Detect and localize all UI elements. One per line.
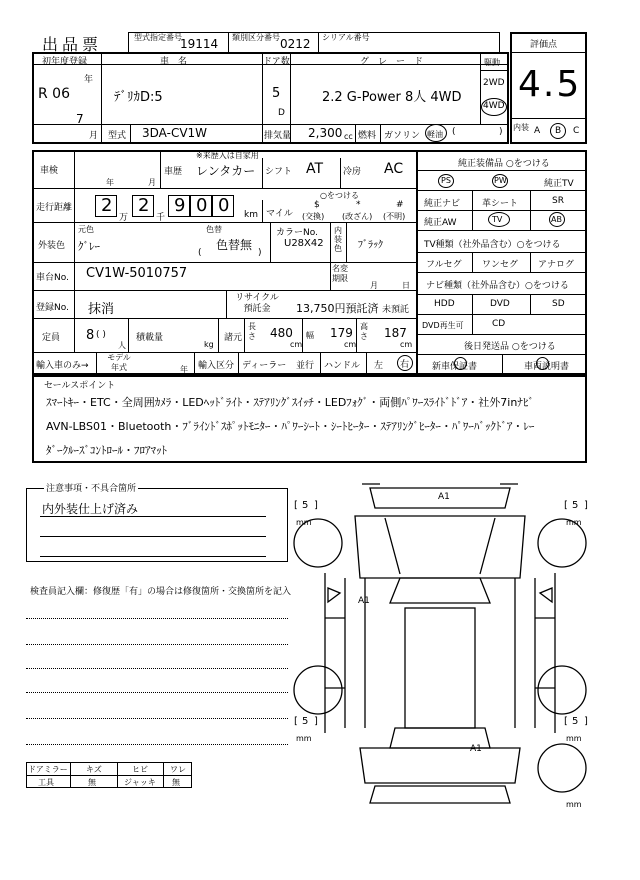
car-diagram <box>290 478 590 808</box>
sales-line-3: ﾀﾞｰｸﾙｰｽﾞｺﾝﾄﾛｰﾙ・ﾌﾛｱﾏｯﾄ <box>46 444 167 457</box>
inspector-label: 検査員記入欄：修復歴「有」の場合は修復箇所・交換箇所を記入 <box>30 587 292 597</box>
tire-depth-rr: 5 <box>572 716 579 727</box>
notes-line-1: 内外装仕上げ済み <box>42 502 139 516</box>
sales-line-1: ｽﾏｰﾄｷｰ・ETC・全周囲ｶﾒﾗ・LEDﾍｯﾄﾞﾗｲﾄ・ｽﾃｱﾘﾝｸﾞｽｲｯﾁ・LEDﾌｫｸﾞ・両側ﾊﾟﾜｰｽﾗｲﾄﾞﾄﾞｱ・社外7inﾅﾋﾞ <box>46 396 534 409</box>
reg-type: レンタカー <box>196 164 256 178</box>
page-title: 出品票 <box>42 35 103 54</box>
repaint: 色替無 <box>216 238 253 252</box>
car-name: ﾃﾞﾘｶD:5 <box>114 90 163 105</box>
damage-a1-side: A1 <box>358 596 370 606</box>
score-value: 4.5 <box>518 64 582 105</box>
height: 187 <box>384 326 407 340</box>
tire-depth-fr: 5 <box>572 500 579 511</box>
interior-color: ﾌﾞﾗｯｸ <box>358 240 383 251</box>
sales-line-2: AVN-LBS01・Bluetooth・ﾌﾞﾗｲﾝﾄﾞｽﾎﾟｯﾄﾓﾆﾀｰ・ﾊﾟﾜｰｼｰﾄ・ｼｰﾄﾋｰﾀｰ・ｽﾃｱﾘﾝｸﾞﾋｰﾀｰ・ﾊﾟﾜｰﾊﾞｯｸﾄﾞｱ・ﾚｰ <box>46 420 535 433</box>
damage-a1-rear: A1 <box>470 744 482 754</box>
type-no: 19114 <box>180 37 219 51</box>
orig-color: ｸﾞﾚｰ <box>78 240 100 253</box>
displacement: 2,300 <box>308 126 343 140</box>
tire-depth-fl: 5 <box>302 500 309 511</box>
doors: 5 <box>272 86 281 101</box>
shift: AT <box>306 161 324 177</box>
length: 480 <box>270 326 293 340</box>
damage-a1-front: A1 <box>438 492 450 502</box>
color-code: U28X42 <box>284 238 324 249</box>
first-reg-month: 7 <box>76 112 84 126</box>
aircon: AC <box>384 161 404 177</box>
first-reg-era: R 06 <box>38 86 70 102</box>
vin: CV1W-5010757 <box>86 266 188 281</box>
model: 3DA-CV1W <box>142 126 208 140</box>
tire-depth-rl: 5 <box>302 716 309 727</box>
grade: 2.2 G-Power 8人 4WD <box>322 90 462 105</box>
width: 179 <box>330 326 353 340</box>
recycle: 13,750円預託済 <box>296 302 379 315</box>
reg-no: 抹消 <box>88 302 115 317</box>
class-no: 0212 <box>280 37 311 51</box>
capacity: 8 <box>86 328 95 343</box>
